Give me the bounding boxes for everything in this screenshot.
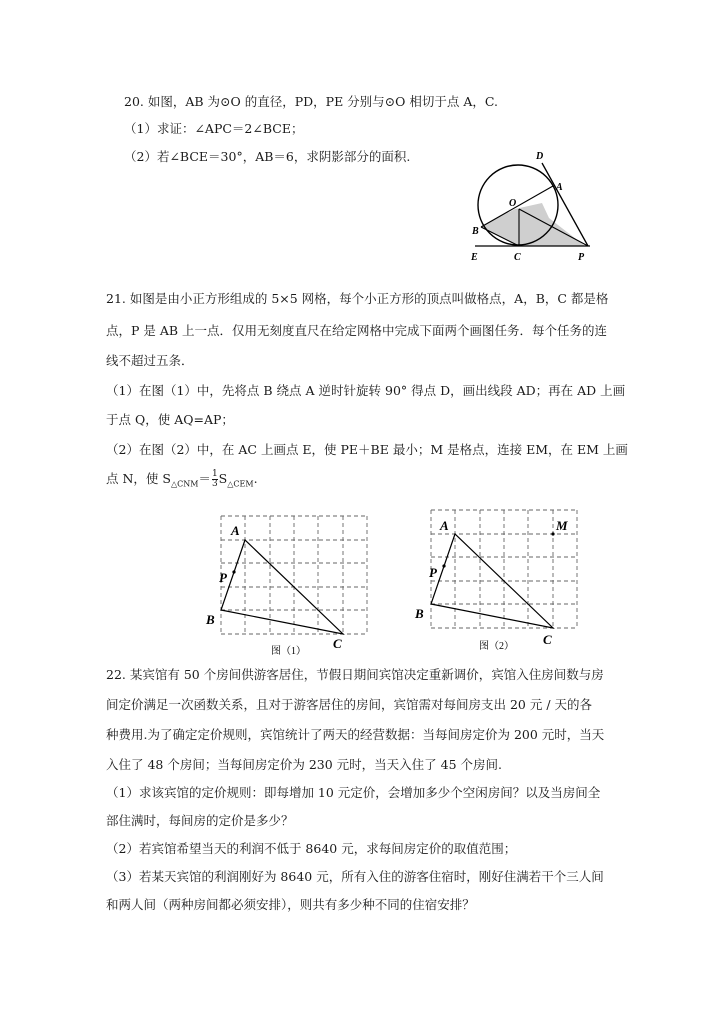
q22-line4: 入住了 48 个房间；当每间房定价为 230 元时，当天入住了 45 个房间. [106, 757, 502, 772]
label-b: B [415, 606, 424, 621]
q22-line8: （3）若某天宾馆的利润刚好为 8640 元，所有入住的游客住宿时，刚好住满若干个三人间 [106, 869, 604, 884]
q21-line4: （1）在图（1）中，先将点 B 绕点 A 逆时针旋转 90° 得点 D，画出线段 AD；再在 AD 上画 [106, 383, 626, 398]
label-d: D [536, 151, 544, 162]
q20-figure [466, 148, 596, 266]
label-b: B [472, 226, 479, 237]
point-p [442, 564, 445, 567]
q21-line7: 点 N，使 $S_{\triangle CNM}=$ $\frac{1}{3}$ $S_{\triangle CEM}$. [106, 469, 258, 489]
label-c: C [543, 632, 552, 647]
caption-fig1: 图（1） [271, 646, 306, 657]
q22-line2: 间定价满足一次函数关系，且对于游客居住的房间，宾馆需对每间房支出 20 元 / 天的各 [106, 697, 593, 712]
label-c: C [333, 636, 342, 651]
q20-part2: （2）若∠BCE＝30°，AB＝6，求阴影部分的面积. [124, 149, 411, 164]
q21-line3: 线不超过五条． [106, 353, 194, 368]
label-p: P [578, 252, 585, 263]
label-c: C [514, 252, 521, 263]
label-m: M [556, 518, 568, 533]
q21-line1: 21. 如图是由小正方形组成的 5×5 网格，每个小正方形的顶点叫做格点，A，B，C 都是格 [106, 291, 609, 306]
q22-line7: （2）若宾馆希望当天的利润不低于 8640 元，求每间房定价的取值范围； [106, 841, 517, 856]
triangle-abc [431, 534, 553, 628]
label-a: A [556, 182, 563, 193]
label-p: P [219, 570, 227, 585]
q22-line6: 部住满时，每间房的定价是多少？ [106, 813, 294, 828]
grid-lines [221, 516, 367, 634]
q21-figure2 [412, 505, 587, 660]
q22-line5: （1）求该宾馆的定价规则：即每增加 10 元定价，会增加多少个空闲房间？以及当房间全 [106, 785, 601, 800]
q21-figure1 [205, 510, 375, 660]
q22-line3: 种费用.为了确定定价规则，宾馆统计了两天的经营数据：当每间房定价为 200 元时，当天 [106, 727, 605, 742]
point-m [551, 532, 554, 535]
q20-title: 20. 如图，AB 为⊙O 的直径，PD，PE 分别与⊙O 相切于点 A，C. [124, 94, 498, 109]
q20-part1: （1）求证：∠APC＝2∠BCE； [124, 121, 304, 136]
caption-fig2: 图（2） [479, 641, 514, 652]
label-p: P [429, 565, 437, 580]
label-b: B [206, 612, 215, 627]
q22-line9: 和两人间（两种房间都必须安排），则共有多少种不同的住宿安排？ [106, 897, 475, 912]
label-o: O [509, 198, 517, 209]
q21-line6: （2）在图（2）中，在 AC 上画点 E，使 PE＋BE 最小；M 是格点，连接 EM，在 EM 上画 [106, 442, 628, 457]
q21-line5: 于点 Q，使 AQ=AP； [106, 412, 234, 427]
triangle-abc [221, 540, 343, 634]
point-p [232, 570, 235, 573]
q22-line1: 22. 某宾馆有 50 个房间供游客居住，节假日期间宾馆决定重新调价，宾馆入住房间数与房 [106, 667, 604, 682]
label-a: A [231, 523, 240, 538]
label-e: E [471, 252, 478, 263]
q21-line2: 点，P 是 AB 上一点．仅用无刻度直尺在给定网格中完成下面两个画图任务．每个任务的连 [106, 323, 608, 338]
label-a: A [440, 518, 449, 533]
